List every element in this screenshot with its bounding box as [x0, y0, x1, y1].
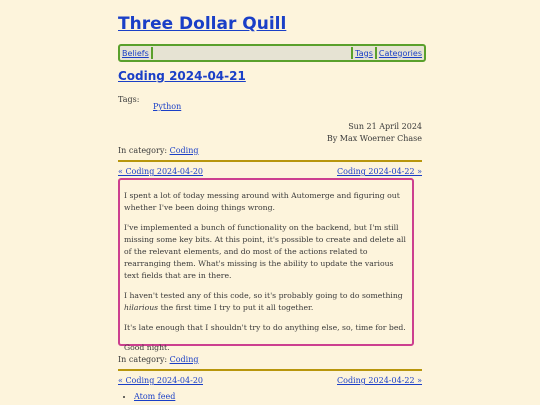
paragraph: I've implemented a bunch of functionality on the backend, but I'm still missing some key bits. At this point, it's possible to create and delete all of the relevant elements, and do most of the actions related to rearranging them. What's missing is the ability to update the various text fields that are in there.: [124, 223, 406, 280]
category-line: [118, 146, 198, 155]
divider-rule: [118, 160, 422, 162]
next-post-link[interactable]: Coding 2024-04-22 »: [337, 167, 422, 176]
atom-feed-link[interactable]: Atom feed: [134, 392, 176, 401]
category-line-bottom: [118, 355, 198, 364]
footer-item: [134, 392, 175, 401]
tag-python-link[interactable]: Python: [153, 102, 182, 111]
prev-post-link[interactable]: « Coding 2024-04-20: [118, 167, 203, 176]
divider-rule: [118, 369, 422, 371]
nav-tags-link[interactable]: Tags: [355, 48, 373, 58]
category-prefix: In category:: [118, 355, 168, 364]
nav-divider: [351, 47, 353, 59]
paragraph: It's late enough that I shouldn't try to do anything else, so, time for bed.: [124, 323, 406, 332]
nav-beliefs-link[interactable]: Beliefs: [122, 48, 149, 58]
post-date: Sun 21 April 2024: [348, 122, 422, 131]
nav-divider: [375, 47, 377, 59]
prev-post-link-bottom[interactable]: « Coding 2024-04-20: [118, 376, 203, 385]
nav-categories-link[interactable]: Categories: [378, 48, 422, 58]
paragraph: I spent a lot of today messing around with Automerge and figuring out whether I've been doing things wrong.: [124, 191, 400, 212]
nav-divider: [151, 47, 153, 59]
next-post-link-bottom[interactable]: Coding 2024-04-22 »: [337, 376, 422, 385]
paragraph-text: I haven't tested any of this code, so it's probably going to do something: [124, 291, 403, 300]
post-title[interactable]: Coding 2024-04-21: [118, 69, 246, 83]
site-title[interactable]: Three Dollar Quill: [118, 14, 287, 34]
category-link[interactable]: Coding: [169, 355, 199, 364]
category-prefix: In category:: [118, 146, 168, 155]
paragraph-text: the first time I try to put it all together.: [158, 303, 314, 312]
paragraph: Good night.: [124, 343, 170, 352]
post-content: [118, 178, 414, 352]
nav-bar: [118, 44, 426, 62]
paragraph: [124, 290, 408, 314]
category-link[interactable]: Coding: [169, 146, 199, 155]
footer-links: [134, 392, 175, 401]
tags-label: Tags:: [118, 95, 140, 104]
emphasis-text: hilarious: [124, 303, 159, 312]
post-author: By Max Woerner Chase: [326, 134, 422, 143]
